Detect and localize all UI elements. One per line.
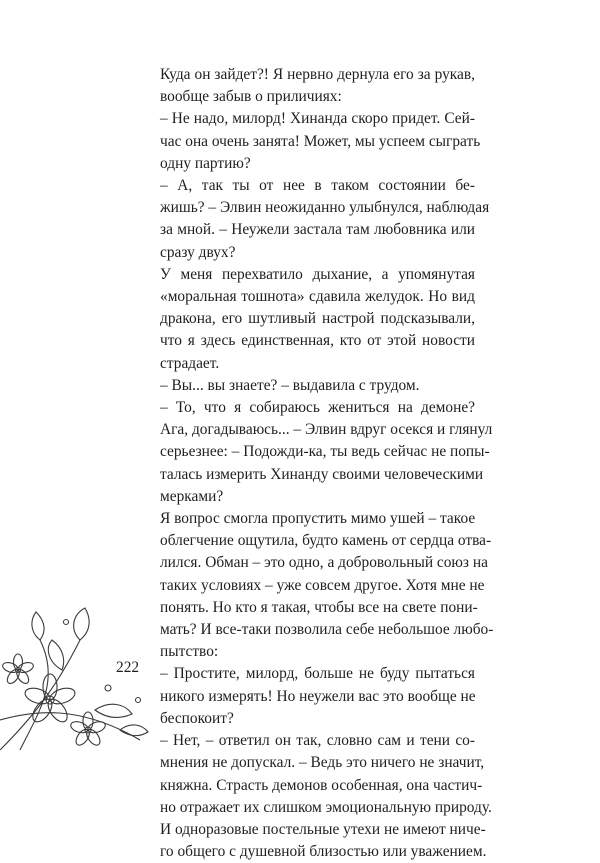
text-line: понять. Но кто я такая, чтобы все на свете пони- (160, 598, 478, 616)
text-line: одну партию? (160, 154, 251, 172)
text-line: беспокоит? (160, 709, 234, 727)
paragraph (144, 175, 490, 264)
text-line: – А, так ты от нее в таком состоянии бе- (160, 177, 475, 195)
page-number: 222 (116, 659, 140, 676)
text-line: княжна. Страсть демонов особенная, она частич- (160, 776, 483, 794)
text-line: – То, что я собираюсь жениться на демоне? (160, 399, 475, 417)
paragraph (144, 663, 475, 730)
text-line: Я вопрос смогла пропустить мимо ушей – такое (160, 510, 476, 528)
paragraph (144, 375, 475, 397)
text-line: час она очень занята! Может, мы успеем сыграть (160, 132, 481, 150)
text-line: сразу двух? (160, 243, 236, 261)
text-line: У меня перехватило дыхание, а упомянутая (160, 265, 475, 283)
page-body (144, 64, 494, 863)
text-line: – Нет, – ответил он так, словно сам и тени со- (160, 732, 475, 750)
text-line: Куда он зайдет?! Я нервно дернула его за рукав, (160, 66, 475, 83)
paragraph (144, 264, 475, 375)
text-line: серьезнее: – Подожди-ка, ты ведь сейчас не попы- (160, 443, 490, 461)
text-line: за мной. – Неужели застала там любовника или (160, 221, 475, 239)
paragraph (144, 108, 481, 175)
text-line: мерками? (160, 487, 224, 505)
text-line: Ага, догадываюсь... – Элвин вдруг осекся и глянул (160, 421, 493, 439)
text-line: лился. Обман – это одно, а добровольный союз на (160, 554, 488, 572)
text-line: – Вы... вы знаете? – выдавила с трудом. (160, 376, 420, 394)
text-line: талась измерить Хинанду своими человеческими (160, 465, 484, 483)
text-line: – Не надо, милорд! Хинанда скоро придет. Сей- (160, 110, 475, 128)
text-line: что я здесь единственная, кто от этой новости (160, 332, 475, 350)
paragraph (144, 508, 494, 663)
text-line: И одноразовые постельные утехи не имеют ниче- (160, 820, 486, 838)
text-line: – Простите, милорд, больше не буду пытаться (160, 665, 475, 683)
text-line: никого измерять! Но неужели вас это вообще не (160, 687, 476, 705)
text-line: го общего с душевной близостью или уважением. (160, 843, 487, 861)
text-line: облегчение ощутила, будто камень от сердца отва- (160, 532, 492, 550)
paragraph (144, 730, 492, 863)
paragraph (144, 397, 493, 508)
text-line: страдает. (160, 354, 220, 372)
text-line: мать? И все-таки позволила себе небольшое любо- (160, 621, 494, 639)
text-line: жишь? – Элвин неожиданно улыбнулся, наблюдая (160, 199, 490, 217)
floral-ornament-icon (0, 600, 150, 750)
text-line: мнения не допускал. – Ведь это ничего не значит, (160, 754, 485, 772)
text-line: но отражает их слишком эмоциональную природу. (160, 798, 492, 816)
text-line: вообще забыв о приличиях: (160, 88, 342, 106)
text-line: «моральная тошнота» сдавила желудок. Но вид (160, 288, 475, 306)
text-line: пытство: (160, 643, 219, 661)
paragraph (144, 64, 475, 108)
text-line: таких условиях – уже совсем другое. Хотя мне не (160, 576, 485, 594)
text-line: дракона, его шутливый настрой подсказывали, (160, 310, 475, 328)
